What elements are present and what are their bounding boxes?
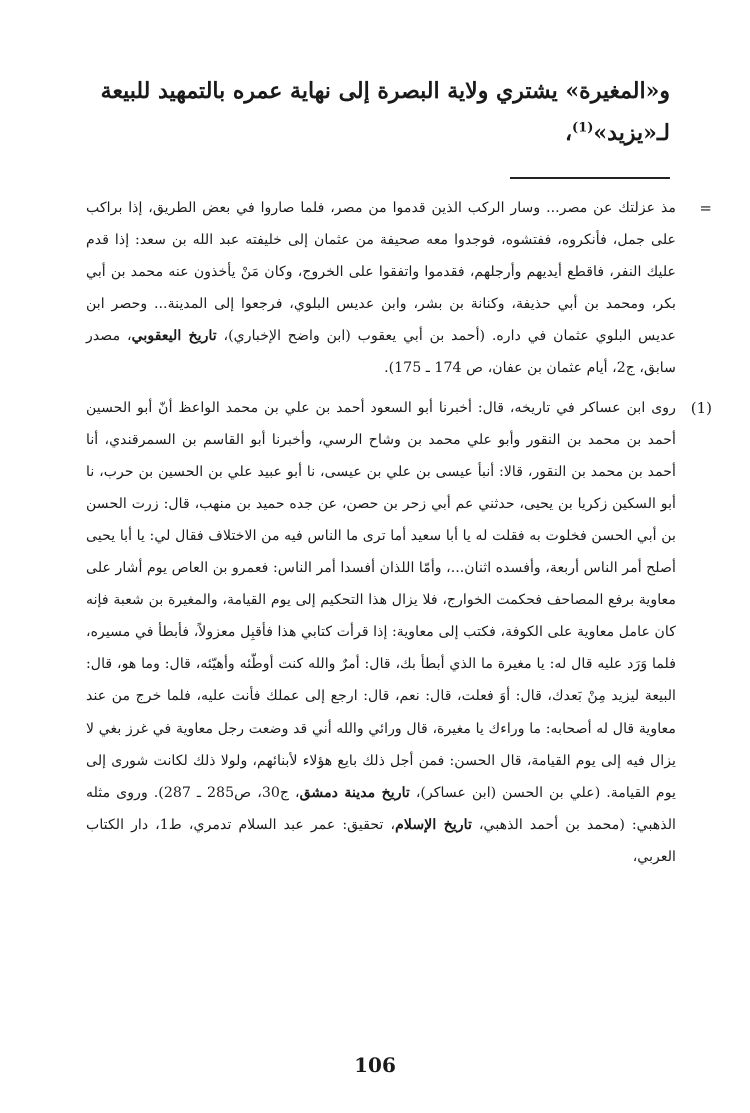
book-title: تاريخ الإسلام [395,816,472,833]
book-title: تاريخ اليعقوبي [131,328,217,345]
footnote-segment: ، تحقيق: عمر عبد السلام تدمري، ط1، دار الكتاب العربي، [86,816,676,865]
main-line-2 [80,112,670,154]
main-paragraph [80,70,670,154]
footnote-segment: مذ عزلتك عن مصر... وسار الركب الذين قدموا من مصر، فلما صاروا في بعض الطريق، إذا براكب على جمل، فأنكروه، ففتشوه، فوجدوا معه صحيفة من عثمان إلى خليفته عبد الله بن سعد: إذا قدم عليك النفر، فاقطع أيديهم وأرجلهم، فقدموا واتفقوا على الخروج، وكان مَنْ يأخذون عنه محمد بن أبي بكر، ومحمد بن أبي حذيفة، وكنانة بن بشر، وابن عديس البلوي، فرجعوا إلى المدينة... وحصر ابن عديس البلوي عثمان في داره. (أحمد بن أبي يعقوب (ابن واضح الإخباري)، [86,200,677,345]
main-line-2-text: لـ«يزيد» [593,120,670,146]
footnote-segment: روى ابن عساكر في تاريخه، قال: أخبرنا أبو السعود أحمد بن علي بن محمد الواعظ أنّ أبو الحسين أحمد بن محمد بن النقور وأبو علي محمد بن وشاح الرسي، وأخبرنا أبو القاسم بن السمرقندي، أنا أحمد بن محمد بن النقور، قالا: أنبأ عيسى بن علي بن عيسى، نا أبو عبيد علي بن الحسين بن حرب، نا أبو السكين زكريا بن يحيى، حدثني عم أبي زحر بن حصن، عن جده حميد بن منهب، قال: زرت الحسن بن أبي الحسن فخلوت به فقلت له يا أبا سعيد أما ترى ما الناس فيه من الاختلاف فقال لي: يا أبا يحيى أصلح أمر الناس أربعة، وأفسده اثنان...، وأمّا اللذان أفسدا أمر الناس: فعمرو بن العاص يوم أشار على معاوية برفع المصاحف فحكمت الخوارج، فلا يزال هذا التحكيم إلى يوم القيامة، والمغيرة بن شعبة فإنه كان عامل معاوية على الكوفة، فكتب إلى معاوية: إذا قرأت كتابي هذا فأقبِل معزولاً، فأبطأ في مسيره، فلما وَرَد عليه قال له: يا مغيرة ما الذي أبطأ بك، قال: أمرٌ والله كنت أوطّئه وأهيّئه، قال: وما هو، قال: البيعة ليزيد مِنْ بَعدك، قال: أوَ فعلت، قال: نعم، قال: ارجع إلى عملك فأنت عليه، فلما خرج من عند معاوية قال له أصحابه: ما وراءك يا مغيرة، قال ورائي والله أني قد وضعت رجل معاوية في غرز بغي لا يزال فيه إلى يوم القيامة، قال الحسن: فمن أجل ذلك بايع هؤلاء لأبنائهم، ولولا ذلك لكانت شورى إلى يوم القيامة. (علي بن الحسن (ابن عساكر)، [86,399,676,801]
footnote-1 [86,392,720,873]
main-line-2-end: ، [564,120,573,146]
footnotes-section [86,192,720,880]
footnote-text [86,392,676,873]
main-line-1: و«المغيرة» يشتري ولاية البصرة إلى نهاية عمره بالتمهيد للبيعة [100,78,670,104]
footnote-segment: ، مصدر سابق، ج2، أيام عثمان بن عفان، ص 174 ـ 175). [86,328,676,377]
book-title: تاريخ مدينة دمشق [299,784,410,801]
footnote-marker: = [699,199,712,217]
footnote-segment: ، ج30، ص285 ـ 287). وروى مثله الذهبي: (محمد بن أحمد الذهبي، [86,784,676,833]
footnote-continuation [86,192,720,385]
footnote-separator [510,177,670,179]
footnote-text [86,192,676,385]
footnote-marker: (1) [690,398,712,417]
page-number: 106 [354,1053,396,1077]
footnote-reference: (1) [572,120,594,136]
